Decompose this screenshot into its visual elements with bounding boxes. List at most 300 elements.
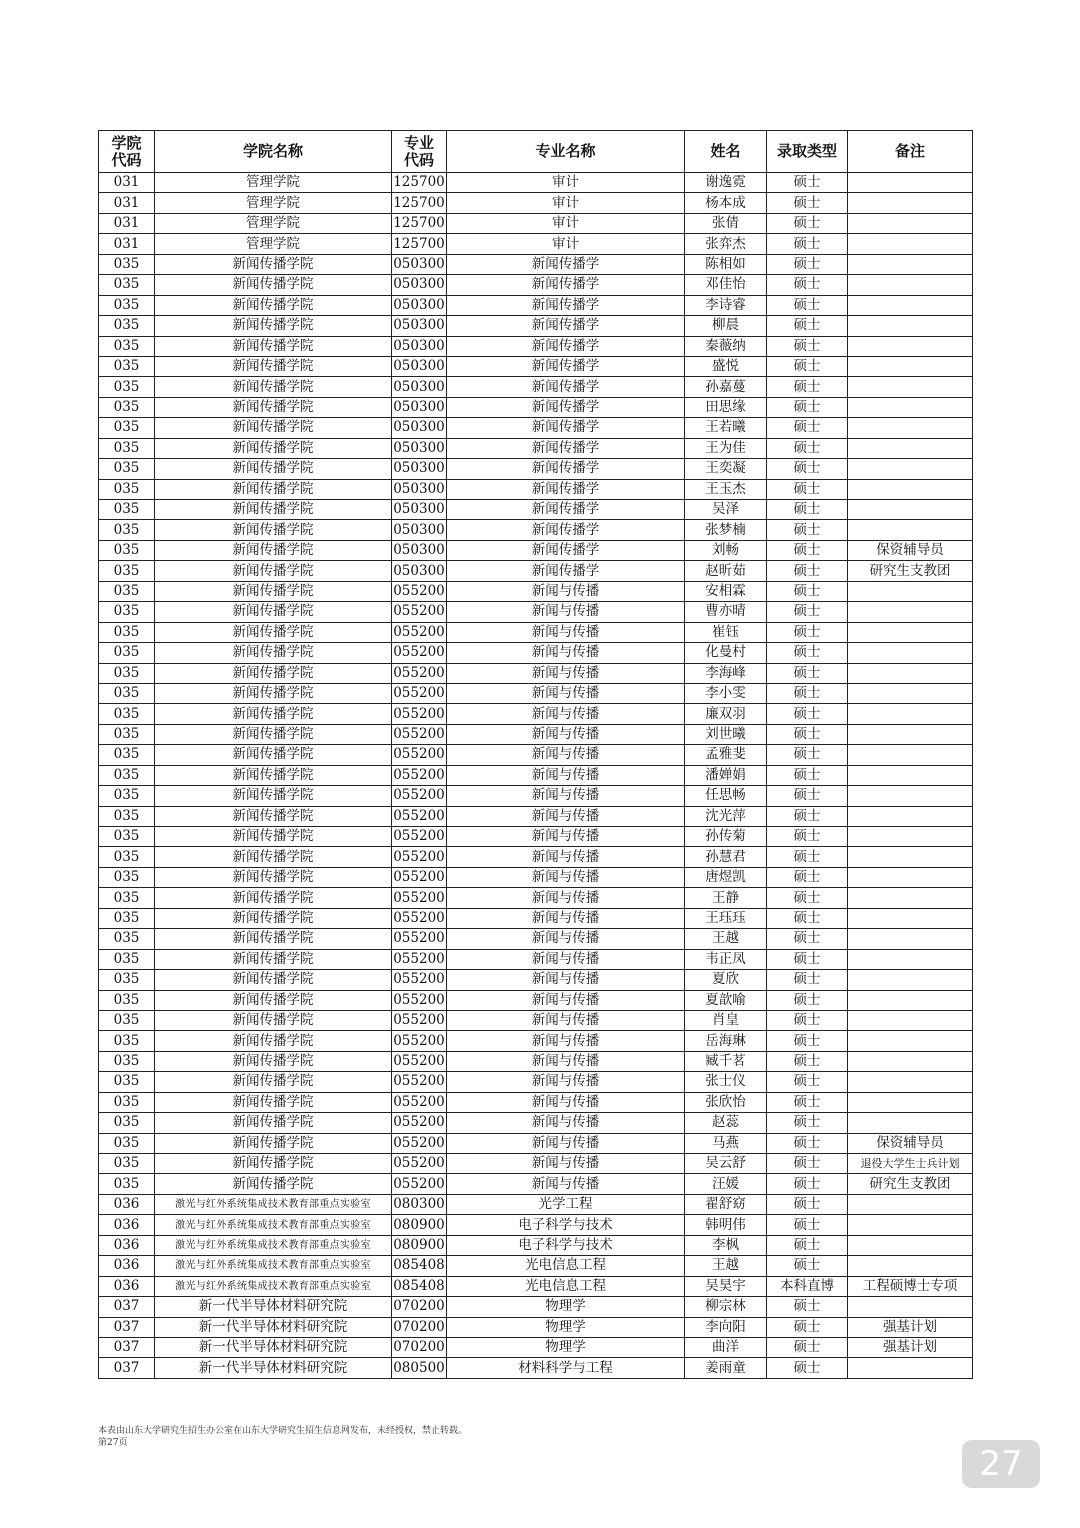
cell-major-name: 新闻与传播	[447, 1010, 685, 1030]
table-row	[99, 970, 973, 990]
table-row	[99, 193, 973, 213]
cell-student-name: 吴泽	[685, 500, 767, 520]
table-row	[99, 929, 973, 949]
table-row	[99, 1194, 973, 1214]
cell-student-name: 安相霖	[685, 581, 767, 601]
table-row	[99, 683, 973, 703]
cell-major-name: 新闻传播学	[447, 500, 685, 520]
cell-college-code: 035	[99, 990, 155, 1010]
cell-student-name: 吴昊宇	[685, 1276, 767, 1296]
cell-major-code: 055200	[392, 581, 447, 601]
cell-college-code: 037	[99, 1337, 155, 1357]
cell-remarks	[848, 377, 973, 397]
cell-admission-type: 硕士	[767, 1174, 848, 1194]
cell-student-name: 王越	[685, 1256, 767, 1276]
cell-college-code: 035	[99, 622, 155, 642]
cell-college-name: 管理学院	[155, 213, 392, 233]
admission-table	[98, 130, 973, 1379]
cell-major-code: 055200	[392, 704, 447, 724]
cell-student-name: 曲洋	[685, 1337, 767, 1357]
cell-major-code: 085408	[392, 1256, 447, 1276]
cell-major-code: 055200	[392, 1174, 447, 1194]
cell-major-code: 070200	[392, 1297, 447, 1317]
cell-college-name: 新闻传播学院	[155, 1010, 392, 1030]
cell-college-code: 035	[99, 397, 155, 417]
cell-major-code: 050300	[392, 520, 447, 540]
cell-college-code: 035	[99, 602, 155, 622]
table-row	[99, 316, 973, 336]
header-college-name: 学院名称	[155, 131, 392, 173]
cell-major-name: 新闻与传播	[447, 1051, 685, 1071]
cell-major-code: 055200	[392, 929, 447, 949]
table-row	[99, 561, 973, 581]
cell-college-name: 新闻传播学院	[155, 929, 392, 949]
table-row	[99, 724, 973, 744]
table-row	[99, 622, 973, 642]
cell-college-name: 新闻传播学院	[155, 377, 392, 397]
cell-student-name: 盛悦	[685, 356, 767, 376]
cell-major-name: 新闻与传播	[447, 908, 685, 928]
cell-college-code: 035	[99, 827, 155, 847]
cell-major-name: 新闻与传播	[447, 970, 685, 990]
cell-student-name: 吴云舒	[685, 1154, 767, 1174]
cell-major-code: 055200	[392, 1051, 447, 1071]
cell-college-name: 新闻传播学院	[155, 990, 392, 1010]
table-row	[99, 254, 973, 274]
cell-admission-type: 硕士	[767, 479, 848, 499]
table-row	[99, 1154, 973, 1174]
cell-remarks	[848, 602, 973, 622]
cell-major-name: 新闻传播学	[447, 295, 685, 315]
cell-student-name: 孙慧君	[685, 847, 767, 867]
cell-college-name: 激光与红外系统集成技术教育部重点实验室	[155, 1256, 392, 1276]
cell-college-name: 新闻传播学院	[155, 1092, 392, 1112]
page-number-badge: 27	[962, 1440, 1040, 1488]
cell-major-name: 新闻与传播	[447, 1031, 685, 1051]
cell-major-code: 055200	[392, 602, 447, 622]
table-row	[99, 173, 973, 193]
cell-college-name: 新闻传播学院	[155, 581, 392, 601]
cell-major-code: 050300	[392, 459, 447, 479]
cell-major-code: 055200	[392, 1031, 447, 1051]
cell-admission-type: 硕士	[767, 847, 848, 867]
cell-remarks	[848, 724, 973, 744]
cell-student-name: 夏欣	[685, 970, 767, 990]
table-row	[99, 745, 973, 765]
table-row	[99, 765, 973, 785]
cell-student-name: 陈相如	[685, 254, 767, 274]
cell-student-name: 崔钰	[685, 622, 767, 642]
cell-college-code: 037	[99, 1317, 155, 1337]
cell-college-name: 新一代半导体材料研究院	[155, 1337, 392, 1357]
cell-college-name: 新闻传播学院	[155, 1072, 392, 1092]
cell-remarks	[848, 1256, 973, 1276]
cell-college-code: 035	[99, 1092, 155, 1112]
cell-major-name: 新闻传播学	[447, 540, 685, 560]
cell-major-name: 新闻与传播	[447, 724, 685, 744]
cell-admission-type: 硕士	[767, 1358, 848, 1378]
cell-remarks	[848, 1031, 973, 1051]
cell-major-name: 新闻传播学	[447, 520, 685, 540]
cell-major-code: 125700	[392, 213, 447, 233]
cell-student-name: 孙嘉蔓	[685, 377, 767, 397]
cell-college-name: 新闻传播学院	[155, 1133, 392, 1153]
cell-major-name: 新闻与传播	[447, 1072, 685, 1092]
cell-admission-type: 硕士	[767, 1133, 848, 1153]
cell-admission-type: 硕士	[767, 745, 848, 765]
cell-major-name: 光电信息工程	[447, 1276, 685, 1296]
cell-student-name: 张士仪	[685, 1072, 767, 1092]
cell-college-code: 035	[99, 867, 155, 887]
cell-college-name: 新闻传播学院	[155, 479, 392, 499]
cell-major-name: 新闻传播学	[447, 316, 685, 336]
cell-remarks	[848, 847, 973, 867]
cell-college-code: 035	[99, 806, 155, 826]
cell-major-code: 125700	[392, 234, 447, 254]
cell-admission-type: 硕士	[767, 581, 848, 601]
cell-college-name: 激光与红外系统集成技术教育部重点实验室	[155, 1276, 392, 1296]
cell-student-name: 田思缘	[685, 397, 767, 417]
cell-college-code: 035	[99, 724, 155, 744]
cell-college-name: 新闻传播学院	[155, 561, 392, 581]
cell-major-code: 055200	[392, 1092, 447, 1112]
cell-admission-type: 硕士	[767, 1317, 848, 1337]
cell-admission-type: 硕士	[767, 827, 848, 847]
cell-college-code: 036	[99, 1215, 155, 1235]
cell-major-code: 050300	[392, 397, 447, 417]
cell-major-name: 材料科学与工程	[447, 1358, 685, 1378]
cell-admission-type: 硕士	[767, 1235, 848, 1255]
cell-remarks	[848, 765, 973, 785]
header-remarks: 备注	[848, 131, 973, 173]
cell-remarks: 研究生支教团	[848, 561, 973, 581]
cell-college-name: 新闻传播学院	[155, 786, 392, 806]
cell-major-code: 055200	[392, 949, 447, 969]
cell-college-name: 新闻传播学院	[155, 1113, 392, 1133]
cell-college-code: 035	[99, 970, 155, 990]
cell-student-name: 唐煜凯	[685, 867, 767, 887]
cell-admission-type: 硕士	[767, 806, 848, 826]
cell-major-name: 新闻传播学	[447, 479, 685, 499]
table-row	[99, 295, 973, 315]
cell-admission-type: 硕士	[767, 602, 848, 622]
table-row	[99, 234, 973, 254]
cell-major-code: 055200	[392, 1154, 447, 1174]
cell-admission-type: 硕士	[767, 622, 848, 642]
cell-admission-type: 硕士	[767, 377, 848, 397]
cell-student-name: 杨本成	[685, 193, 767, 213]
cell-remarks	[848, 1235, 973, 1255]
cell-major-name: 新闻与传播	[447, 990, 685, 1010]
table-row	[99, 213, 973, 233]
cell-remarks	[848, 418, 973, 438]
cell-remarks	[848, 704, 973, 724]
header-student-name: 姓名	[685, 131, 767, 173]
cell-student-name: 王静	[685, 888, 767, 908]
cell-remarks	[848, 459, 973, 479]
cell-major-code: 050300	[392, 316, 447, 336]
cell-admission-type: 硕士	[767, 1297, 848, 1317]
cell-remarks	[848, 1051, 973, 1071]
cell-remarks	[848, 1113, 973, 1133]
cell-college-code: 037	[99, 1297, 155, 1317]
header-major-name: 专业名称	[447, 131, 685, 173]
cell-college-code: 035	[99, 275, 155, 295]
cell-college-code: 035	[99, 377, 155, 397]
cell-college-code: 031	[99, 213, 155, 233]
cell-student-name: 柳宗林	[685, 1297, 767, 1317]
cell-student-name: 潘婵娟	[685, 765, 767, 785]
cell-major-code: 055200	[392, 827, 447, 847]
table-row	[99, 847, 973, 867]
cell-student-name: 任思畅	[685, 786, 767, 806]
cell-major-code: 050300	[392, 295, 447, 315]
cell-student-name: 柳晨	[685, 316, 767, 336]
cell-student-name: 肖皇	[685, 1010, 767, 1030]
cell-college-name: 新闻传播学院	[155, 867, 392, 887]
cell-major-name: 新闻传播学	[447, 275, 685, 295]
cell-remarks	[848, 786, 973, 806]
cell-remarks	[848, 1215, 973, 1235]
table-row	[99, 540, 973, 560]
cell-college-code: 035	[99, 888, 155, 908]
cell-college-name: 新闻传播学院	[155, 459, 392, 479]
cell-major-name: 新闻与传播	[447, 827, 685, 847]
cell-admission-type: 硕士	[767, 949, 848, 969]
cell-major-code: 080500	[392, 1358, 447, 1378]
cell-major-code: 055200	[392, 663, 447, 683]
cell-student-name: 化曼村	[685, 643, 767, 663]
cell-remarks	[848, 1092, 973, 1112]
cell-major-code: 055200	[392, 1133, 447, 1153]
cell-remarks	[848, 173, 973, 193]
cell-major-name: 新闻传播学	[447, 336, 685, 356]
header-row	[99, 131, 973, 173]
cell-college-name: 新闻传播学院	[155, 806, 392, 826]
cell-major-code: 055200	[392, 806, 447, 826]
cell-admission-type: 硕士	[767, 1256, 848, 1276]
cell-major-code: 055200	[392, 1010, 447, 1030]
table-row	[99, 1317, 973, 1337]
cell-major-name: 新闻与传播	[447, 745, 685, 765]
cell-major-code: 050300	[392, 336, 447, 356]
cell-remarks	[848, 929, 973, 949]
table-row	[99, 1031, 973, 1051]
cell-remarks: 研究生支教团	[848, 1174, 973, 1194]
table-row	[99, 459, 973, 479]
cell-major-name: 新闻与传播	[447, 622, 685, 642]
cell-major-name: 审计	[447, 193, 685, 213]
cell-college-name: 激光与红外系统集成技术教育部重点实验室	[155, 1235, 392, 1255]
cell-major-name: 审计	[447, 173, 685, 193]
table-row	[99, 377, 973, 397]
table-row	[99, 786, 973, 806]
cell-college-code: 035	[99, 704, 155, 724]
cell-admission-type: 硕士	[767, 1010, 848, 1030]
cell-college-code: 035	[99, 1051, 155, 1071]
header-major-code: 专业 代码	[392, 131, 447, 173]
cell-college-name: 管理学院	[155, 173, 392, 193]
cell-student-name: 李诗睿	[685, 295, 767, 315]
cell-college-name: 新闻传播学院	[155, 1051, 392, 1071]
cell-college-name: 新闻传播学院	[155, 418, 392, 438]
cell-major-code: 125700	[392, 173, 447, 193]
cell-major-name: 新闻与传播	[447, 929, 685, 949]
cell-major-code: 055200	[392, 622, 447, 642]
cell-admission-type: 硕士	[767, 888, 848, 908]
cell-college-code: 035	[99, 1113, 155, 1133]
cell-admission-type: 硕士	[767, 193, 848, 213]
cell-major-code: 050300	[392, 438, 447, 458]
cell-college-code: 036	[99, 1235, 155, 1255]
cell-major-code: 050300	[392, 418, 447, 438]
table-row	[99, 602, 973, 622]
cell-major-name: 审计	[447, 234, 685, 254]
cell-student-name: 刘畅	[685, 540, 767, 560]
cell-major-name: 新闻传播学	[447, 561, 685, 581]
cell-admission-type: 硕士	[767, 765, 848, 785]
cell-major-name: 新闻与传播	[447, 1113, 685, 1133]
table-row	[99, 949, 973, 969]
cell-college-name: 新闻传播学院	[155, 765, 392, 785]
cell-remarks	[848, 316, 973, 336]
cell-major-name: 新闻与传播	[447, 867, 685, 887]
cell-student-name: 李向阳	[685, 1317, 767, 1337]
cell-student-name: 孟雅斐	[685, 745, 767, 765]
cell-college-code: 035	[99, 949, 155, 969]
cell-remarks	[848, 275, 973, 295]
cell-student-name: 马燕	[685, 1133, 767, 1153]
cell-college-name: 新闻传播学院	[155, 520, 392, 540]
cell-remarks	[848, 295, 973, 315]
cell-remarks	[848, 745, 973, 765]
table-row	[99, 1276, 973, 1296]
table-row	[99, 1235, 973, 1255]
cell-admission-type: 硕士	[767, 724, 848, 744]
cell-college-name: 新闻传播学院	[155, 663, 392, 683]
cell-major-name: 物理学	[447, 1337, 685, 1357]
cell-college-name: 新闻传播学院	[155, 1154, 392, 1174]
cell-college-code: 031	[99, 234, 155, 254]
table-row	[99, 643, 973, 663]
cell-major-code: 055200	[392, 643, 447, 663]
cell-major-name: 新闻与传播	[447, 683, 685, 703]
cell-major-code: 070200	[392, 1337, 447, 1357]
cell-college-code: 036	[99, 1194, 155, 1214]
table-row	[99, 418, 973, 438]
cell-student-name: 夏歆喻	[685, 990, 767, 1010]
table-row	[99, 479, 973, 499]
cell-student-name: 翟舒窈	[685, 1194, 767, 1214]
cell-admission-type: 硕士	[767, 683, 848, 703]
cell-major-code: 055200	[392, 765, 447, 785]
cell-admission-type: 硕士	[767, 173, 848, 193]
cell-student-name: 谢逸霓	[685, 173, 767, 193]
cell-admission-type: 硕士	[767, 397, 848, 417]
cell-remarks	[848, 949, 973, 969]
cell-college-name: 新闻传播学院	[155, 622, 392, 642]
cell-remarks	[848, 213, 973, 233]
cell-college-code: 035	[99, 336, 155, 356]
cell-major-name: 新闻传播学	[447, 397, 685, 417]
cell-college-name: 新闻传播学院	[155, 949, 392, 969]
cell-major-name: 新闻传播学	[447, 418, 685, 438]
cell-student-name: 王越	[685, 929, 767, 949]
cell-college-code: 035	[99, 1133, 155, 1153]
cell-major-code: 055200	[392, 683, 447, 703]
cell-college-code: 035	[99, 1154, 155, 1174]
cell-college-name: 新闻传播学院	[155, 295, 392, 315]
table-row	[99, 704, 973, 724]
cell-college-name: 新一代半导体材料研究院	[155, 1297, 392, 1317]
table-row	[99, 1010, 973, 1030]
cell-admission-type: 硕士	[767, 643, 848, 663]
cell-college-code: 036	[99, 1276, 155, 1296]
cell-student-name: 赵蕊	[685, 1113, 767, 1133]
cell-major-name: 光电信息工程	[447, 1256, 685, 1276]
table-row	[99, 806, 973, 826]
cell-remarks	[848, 234, 973, 254]
table-row	[99, 888, 973, 908]
cell-admission-type: 硕士	[767, 990, 848, 1010]
header-college-code: 学院 代码	[99, 131, 155, 173]
cell-remarks	[848, 888, 973, 908]
cell-major-code: 085408	[392, 1276, 447, 1296]
cell-college-code: 035	[99, 908, 155, 928]
cell-major-name: 新闻与传播	[447, 888, 685, 908]
table-row	[99, 827, 973, 847]
table-row	[99, 438, 973, 458]
cell-major-name: 新闻传播学	[447, 459, 685, 479]
table-row	[99, 1256, 973, 1276]
cell-major-name: 新闻与传播	[447, 602, 685, 622]
table-row	[99, 1072, 973, 1092]
cell-admission-type: 硕士	[767, 1154, 848, 1174]
cell-admission-type: 硕士	[767, 867, 848, 887]
cell-student-name: 李小雯	[685, 683, 767, 703]
cell-college-code: 035	[99, 561, 155, 581]
cell-college-name: 新闻传播学院	[155, 704, 392, 724]
table-row	[99, 1174, 973, 1194]
cell-major-name: 新闻与传播	[447, 786, 685, 806]
cell-admission-type: 硕士	[767, 561, 848, 581]
cell-major-name: 物理学	[447, 1297, 685, 1317]
cell-admission-type: 硕士	[767, 1031, 848, 1051]
cell-remarks	[848, 581, 973, 601]
cell-college-code: 035	[99, 540, 155, 560]
cell-college-name: 新闻传播学院	[155, 316, 392, 336]
cell-major-name: 新闻与传播	[447, 1133, 685, 1153]
cell-remarks	[848, 356, 973, 376]
table-row	[99, 1133, 973, 1153]
cell-college-name: 新一代半导体材料研究院	[155, 1317, 392, 1337]
cell-college-name: 激光与红外系统集成技术教育部重点实验室	[155, 1215, 392, 1235]
cell-admission-type: 硕士	[767, 970, 848, 990]
cell-admission-type: 硕士	[767, 1092, 848, 1112]
cell-college-code: 035	[99, 1031, 155, 1051]
cell-college-code: 035	[99, 356, 155, 376]
header-admission-type: 录取类型	[767, 131, 848, 173]
cell-major-name: 新闻与传播	[447, 643, 685, 663]
cell-college-code: 035	[99, 1072, 155, 1092]
cell-remarks	[848, 643, 973, 663]
cell-college-name: 新闻传播学院	[155, 1031, 392, 1051]
cell-major-code: 125700	[392, 193, 447, 213]
cell-student-name: 王为佳	[685, 438, 767, 458]
cell-college-name: 激光与红外系统集成技术教育部重点实验室	[155, 1194, 392, 1214]
cell-student-name: 岳海琳	[685, 1031, 767, 1051]
cell-major-name: 电子科学与技术	[447, 1235, 685, 1255]
